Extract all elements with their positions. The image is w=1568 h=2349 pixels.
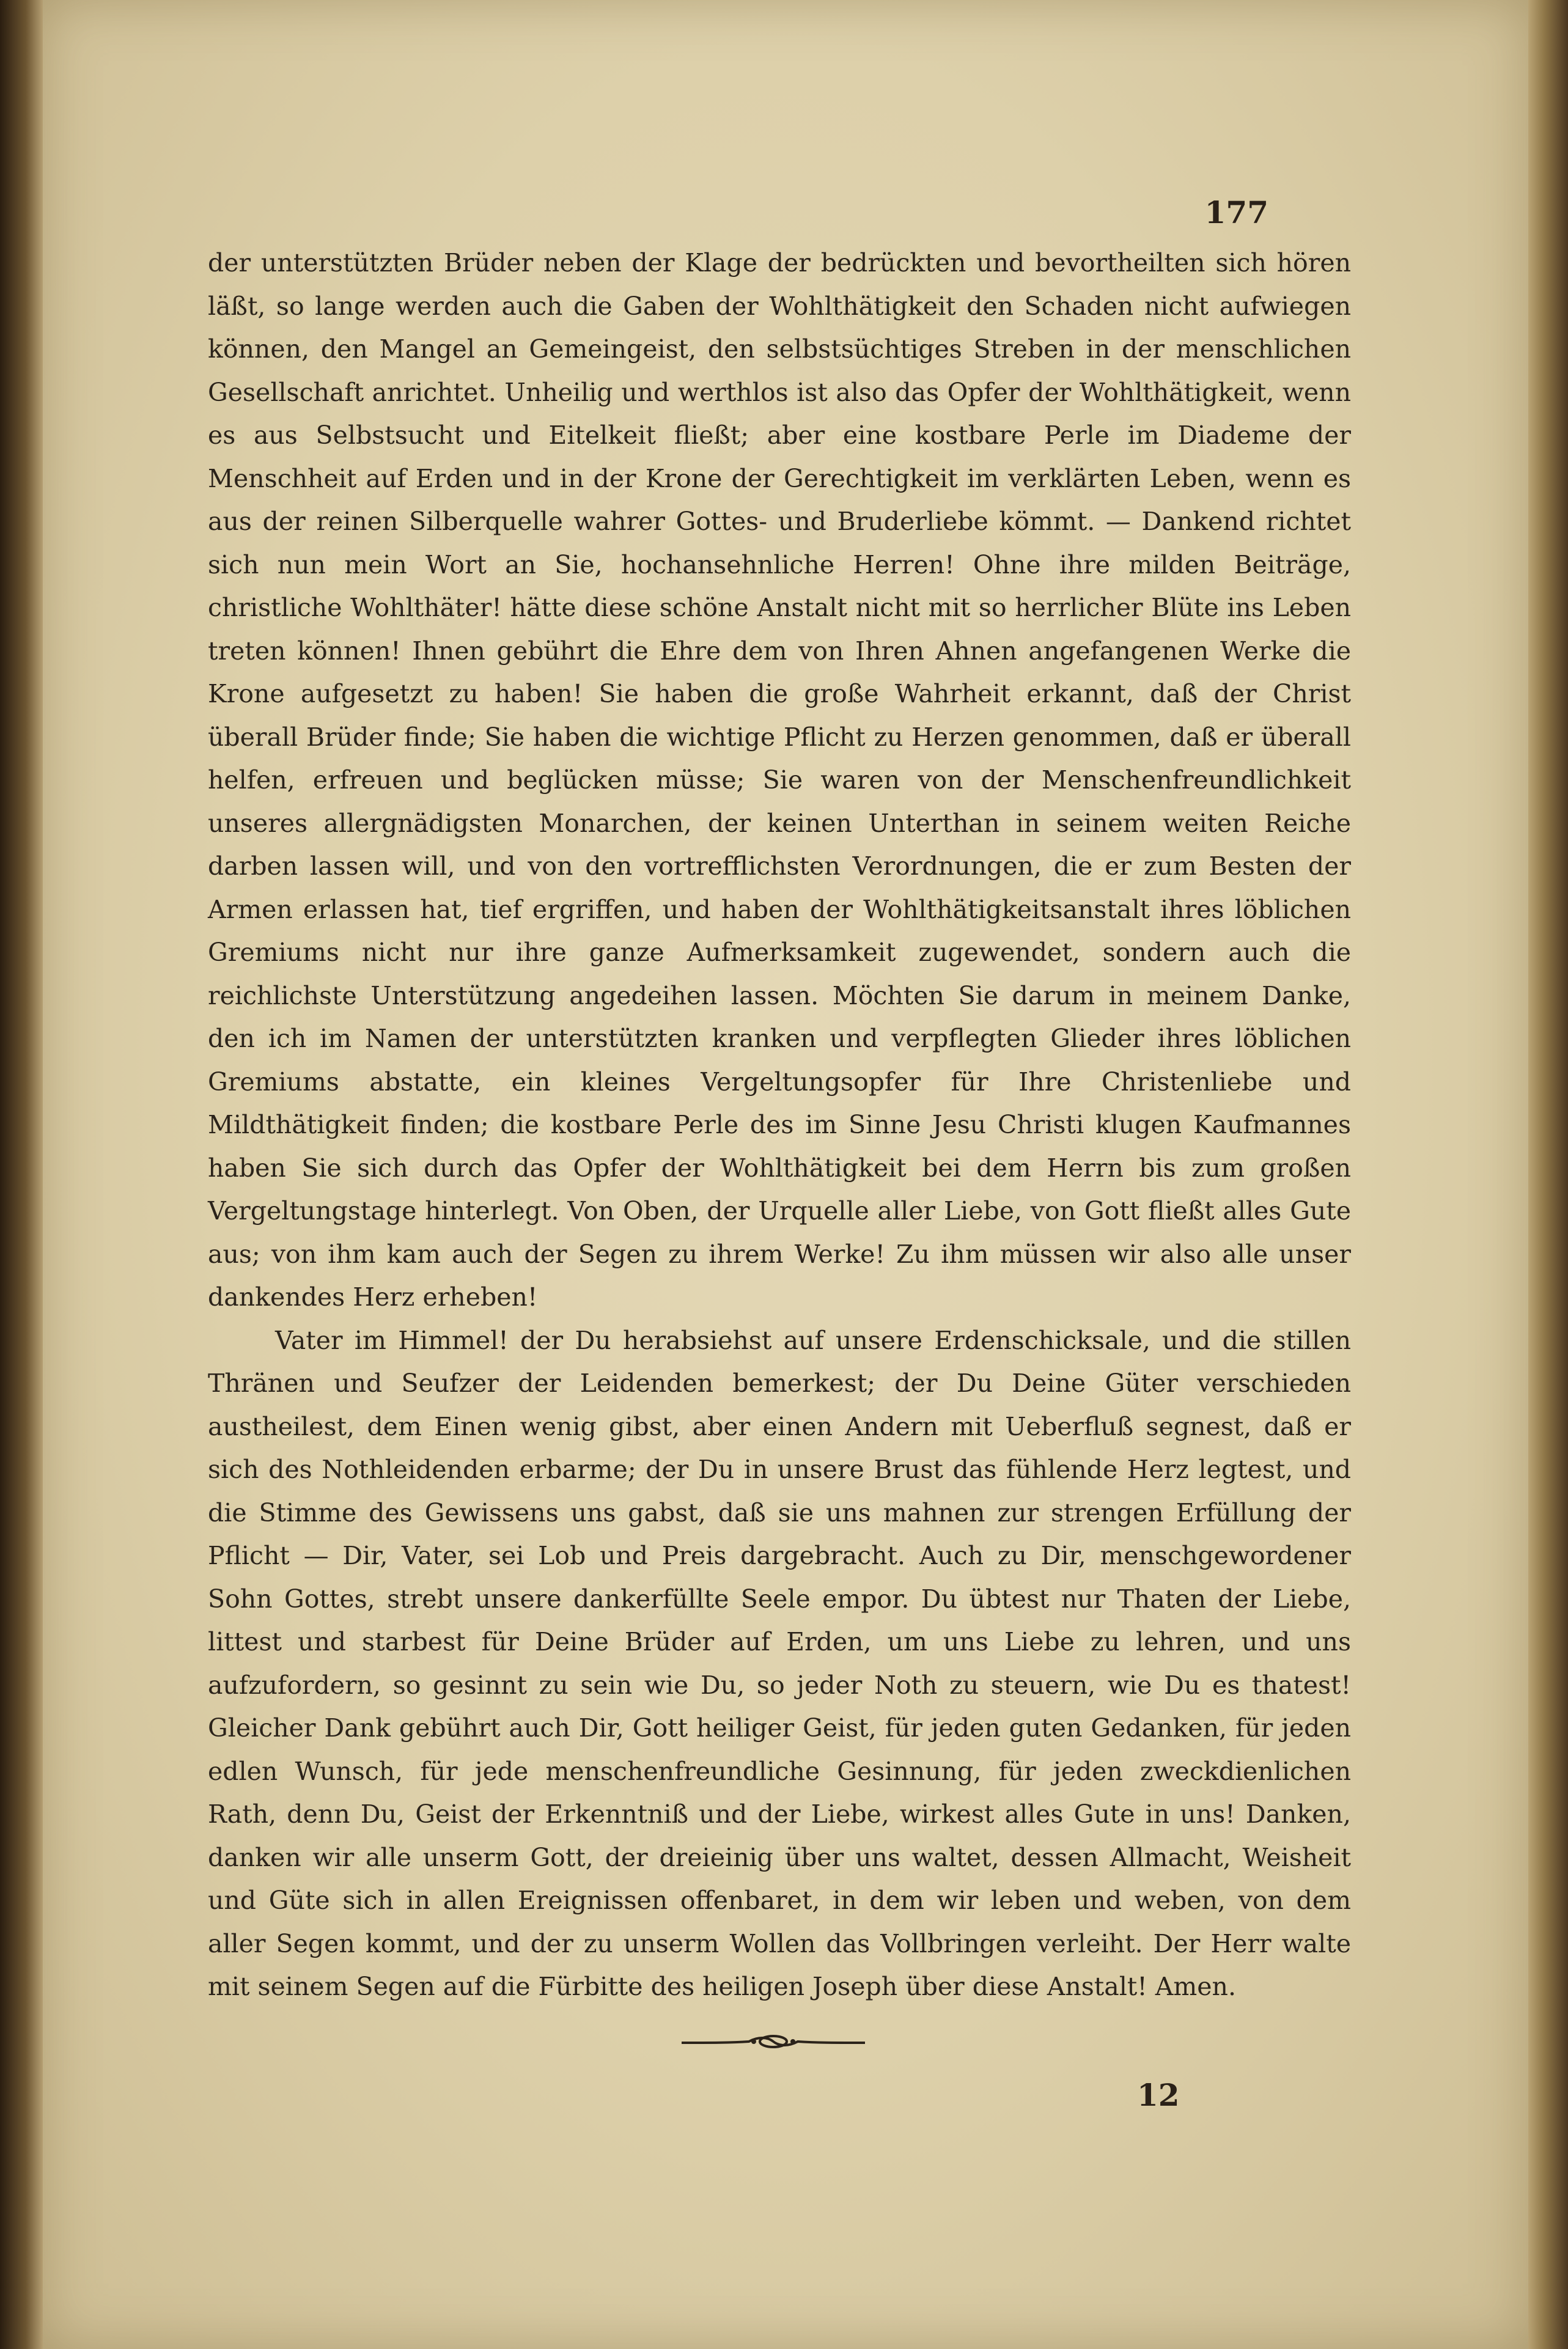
book-spine-shadow (0, 0, 43, 2349)
page-number: 177 (1204, 194, 1268, 230)
paragraph-1: der unterstützten Brüder neben der Klage der bedrückten und bevortheilten sich hören läßt, so lange werden auch die Gaben der Wohlthätigkeit den Schaden nicht aufwiegen können, den Mangel an Gemeingeist, den selbstsüchtiges Streben in der menschlichen Gesellschaft anrichtet. Unheilig und werthlos ist also das Opfer der Wohlthätigkeit, wenn es aus Selbstsucht und Eitelkeit fließt; aber eine kostbare Perle im Diademe der Menschheit auf Erden und in der Krone der Gerechtigkeit im verklärten Leben, wenn es aus der reinen Silberquelle wahrer Gottes- und Bruderliebe kömmt. — Dankend richtet sich nun mein Wort an Sie, hochansehnliche Herren! Ohne ihre milden Beiträge, christliche Wohlthäter! hätte diese schöne Anstalt nicht mit so herrlicher Blüte ins Leben treten können! Ihnen gebührt die Ehre dem von Ihren Ahnen angefangenen Werke die Krone aufgesetzt zu haben! Sie haben die große Wahrheit erkannt, daß der Christ überall Brüder finde; Sie haben die wichtige Pflicht zu Herzen genommen, daß er überall helfen, erfreuen und beglücken müsse; Sie waren von der Menschenfreundlichkeit unseres allergnädigsten Monarchen, der keinen Unterthan in seinem weiten Reiche darben lassen will, und von den vortrefflichsten Verordnungen, die er zum Besten der Armen erlassen hat, tief ergriffen, und haben der Wohlthätigkeitsanstalt ihres löblichen Gremiums nicht nur ihre ganze Aufmerksamkeit zugewendet, sondern auch die reichlichste Unterstützung angedeihen lassen. Möchten Sie darum in meinem Danke, den ich im Namen der unterstützten kranken und verpflegten Glieder ihres löblichen Gremiums abstatte, ein kleines Vergeltungsopfer für Ihre Christenliebe und Mildthätigkeit finden; die kostbare Perle des im Sinne Jesu Christi klugen Kaufmannes haben Sie sich durch das Opfer der Wohlthätigkeit bei dem Herrn bis zum großen Vergeltungstage hinterlegt. Von Oben, der Urquelle aller Liebe, von Gott fließt alles Gute aus; von ihm kam auch der Segen zu ihrem Werke! Zu ihm müssen wir also alle unser dankendes Herz erheben! (208, 248, 1351, 1312)
flourish-ornament-icon (675, 2029, 871, 2054)
book-page (43, 0, 1528, 2349)
signature-mark: 12 (1137, 2077, 1180, 2113)
paragraph-2: Vater im Himmel! der Du herabsiehst auf unsere Erdenschicksale, und die stillen Thränen und Seufzer der Leidenden bemerkest; der Du Deine Güter verschieden austheilest, dem Einen wenig gibst, aber einen Andern mit Ueberfluß segnest, daß er sich des Nothleidenden erbarme; der Du in unsere Brust das fühlende Herz legtest, und die Stimme des Gewissens uns gabst, daß sie uns mahnen zur strengen Erfüllung der Pflicht — Dir, Vater, sei Lob und Preis dargebracht. Auch zu Dir, menschgewordener Sohn Gottes, strebt unsere dankerfüllte Seele empor. Du übtest nur Thaten der Liebe, littest und starbest für Deine Brüder auf Erden, um uns Liebe zu lehren, und uns aufzufordern, so gesinnt zu sein wie Du, so jeder Noth zu steuern, wie Du es thatest! Gleicher Dank gebührt auch Dir, Gott heiliger Geist, für jeden guten Gedanken, für jeden edlen Wunsch, für jede menschenfreundliche Gesinnung, für jeden zweckdienlichen Rath, denn Du, Geist der Erkenntniß und der Liebe, wirkest alles Gute in uns! Danken, danken wir alle unserm Gott, der dreieinig über uns waltet, dessen Allmacht, Weisheit und Güte sich in allen Ereignissen offenbaret, in dem wir leben und weben, von dem aller Segen kommt, und der zu unserm Wollen das Vollbringen verleiht. Der Herr walte mit seinem Segen auf die Fürbitte des heiligen Joseph über diese Anstalt! Amen. (208, 1325, 1351, 2001)
body-text (208, 241, 1351, 2009)
page-edge-right (1528, 0, 1568, 2349)
